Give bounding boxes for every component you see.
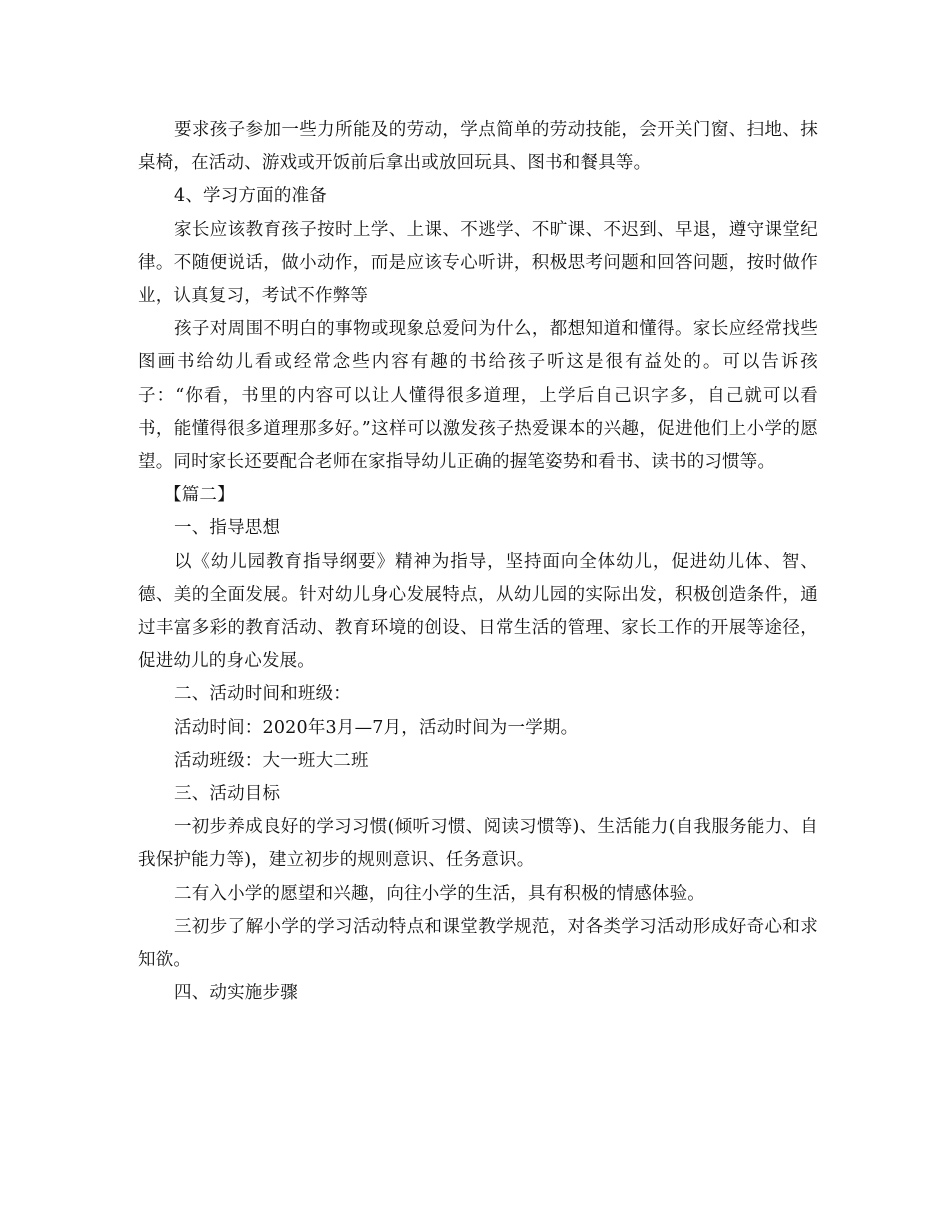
line-activity-class: 活动班级：大一班大二班 [174,750,369,771]
heading-activity-goals: 三、活动目标 [174,784,281,805]
heading-guiding-idea: 一、指导思想 [174,518,281,539]
paragraph-goal-one: 一初步养成良好的学习习惯(倾听习惯、阅读习惯等)、生活能力(自我服务能力、自我保护能力等)，建立初步的规则意识、任务意识。 [138,817,818,871]
paragraph-reading-interest: 孩子对周围不明白的事物或现象总爱问为什么，都想知道和懂得。家长应经常找些图画书给幼儿看或经常念些内容有趣的书给孩子听这是很有益处的。可以告诉孩子：“你看，书里的内容可以让人懂得很多道理，上学后自己识字多，自己就可以看书，能懂得很多道理那多好。”这样可以激发孩子热爱课本的兴趣，促进他们上小学的愿望。同时家长还要配合老师在家指导幼儿正确的握笔姿势和看书、读书的习惯等。 [138,319,818,473]
heading-study-prep: 4、学习方面的准备 [174,186,327,207]
heading-implementation-steps: 四、动实施步骤 [174,983,298,1004]
paragraph-goal-three: 三初步了解小学的学习活动特点和课堂教学规范，对各类学习活动形成好奇心和求知欲。 [138,916,818,971]
heading-time-and-class: 二、活动时间和班级： [174,684,351,705]
paragraph-guiding-idea: 以《幼儿园教育指导纲要》精神为指导，坚持面向全体幼儿，促进幼儿体、智、德、美的全面发展。针对幼儿身心发展特点，从幼儿园的实际出发，积极创造条件，通过丰富多彩的教育活动、教育环境的创设、日常生活的管理、家长工作的开展等途径，促进幼儿的身心发展。 [138,551,818,672]
paragraph-goal-two: 二有入小学的愿望和兴趣，向往小学的生活，具有积极的情感体验。 [174,883,705,904]
document-body [138,114,818,1010]
paragraph-labor: 要求孩子参加一些力所能及的劳动，学点简单的劳动技能，会开关门窗、扫地、抹桌椅，在活动、游戏或开饭前后拿出或放回玩具、图书和餐具等。 [138,120,818,174]
section-title-part-two: 【篇二】 [164,485,235,506]
paragraph-school-discipline: 家长应该教育孩子按时上学、上课、不逃学、不旷课、不迟到、早退，遵守课堂纪律。不随便说话，做小动作，而是应该专心听讲，积极思考问题和回答问题，按时做作业，认真复习，考试不作弊等 [138,219,818,307]
line-activity-time: 活动时间：2020年3月—7月，活动时间为一学期。 [174,717,579,738]
